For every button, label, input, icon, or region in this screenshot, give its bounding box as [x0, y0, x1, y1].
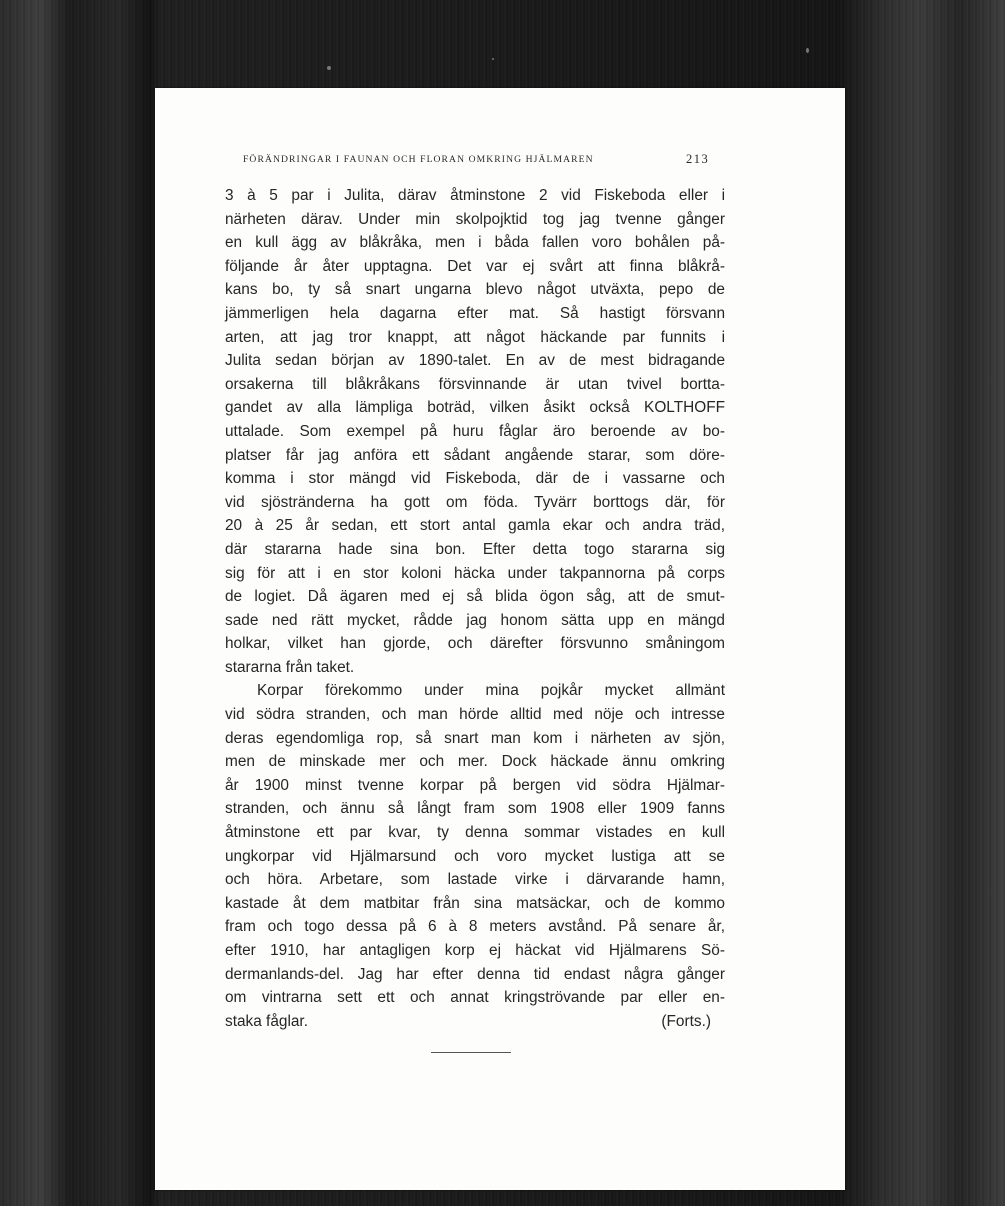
text-line: och höra. Arbetare, som lastade virke i därvarande hamn, — [225, 871, 725, 889]
text-line: åtminstone ett par kvar, ty denna sommar vistades en kull — [225, 824, 725, 842]
text-line: jämmerligen hela dagarna efter mat. Så hastigt försvann — [225, 304, 725, 322]
text-line: gandet av alla lämpliga boträd, vilken åsikt också KOLTHOFF — [225, 399, 725, 417]
continued-note: (Forts.) — [661, 1012, 711, 1030]
text-line: där stararna hade sina bon. Efter detta togo stararna sig — [225, 540, 725, 558]
text-line: ungkorpar vid Hjälmarsund och voro mycket lustiga att se — [225, 847, 725, 865]
text-line: sig för att i en stor koloni häcka under takpannorna på corps — [225, 564, 725, 582]
text-line: men de minskade mer och mer. Dock häckade ännu omkring — [225, 753, 725, 771]
text-line: stararna från taket. — [225, 658, 355, 676]
text-line: år 1900 minst tvenne korpar på bergen vid södra Hjälmar- — [225, 776, 725, 794]
paragraph-start-line: Korpar förekommo under mina pojkår mycket allmänt — [257, 682, 725, 700]
text-line: arten, att jag tror knappt, att något häckande par funnits i — [225, 328, 725, 346]
text-line: de logiet. Då ägaren med ej så blida ögon såg, att de smut- — [225, 588, 725, 606]
text-line: staka fåglar. — [225, 1012, 308, 1030]
text-line: kastade åt dem matbitar från sina matsäckar, och de kommo — [225, 894, 725, 912]
dust-speck — [327, 66, 331, 70]
dust-speck — [492, 58, 494, 60]
text-line: om vintrarna sett ett och annat kringströvande par eller en- — [225, 989, 725, 1007]
text-line: närheten därav. Under min skolpojktid tog jag tvenne gånger — [225, 210, 725, 228]
text-line: deras egendomliga rop, så snart man kom i närheten av sjön, — [225, 729, 725, 747]
dust-speck — [806, 48, 809, 53]
final-line — [225, 1010, 725, 1034]
text-line: vid sjöstränderna ha gott om föda. Tyvärr borttogs där, för — [225, 493, 725, 511]
text-line: orsakerna till blåkråkans försvinnande är utan tvivel bortta- — [225, 375, 725, 393]
book-page — [155, 88, 845, 1190]
text-line: 20 à 25 år sedan, ett stort antal gamla ekar och andra träd, — [225, 517, 725, 535]
text-line: platser får jag anföra ett sådant angående starar, som döre- — [225, 446, 725, 464]
text-line: dermanlands-del. Jag har efter denna tid endast några gånger — [225, 965, 725, 983]
text-line: stranden, och ännu så långt fram som 1908 eller 1909 fanns — [225, 800, 725, 818]
text-line: komma i stor mängd vid Fiskeboda, där de i vassarne och — [225, 470, 725, 488]
text-line: en kull ägg av blåkråka, men i båda fallen voro bohålen på- — [225, 234, 725, 252]
text-line: fram och togo dessa på 6 à 8 meters avstånd. På senare år, — [225, 918, 725, 936]
text-line: Julita sedan början av 1890-talet. En av de mest bidragande — [225, 352, 725, 370]
text-line: följande år åter upptagna. Det var ej svårt att finna blåkrå- — [225, 257, 725, 275]
body-text — [225, 184, 725, 1033]
text-line: holkar, vilket han gjorde, och därefter försvunno småningom — [225, 635, 725, 653]
text-line: sade ned rätt mycket, rådde jag honom sätta upp en mängd — [225, 611, 725, 629]
text-line: kans bo, ty så snart ungarna blevo något utväxta, pepo de — [225, 281, 725, 299]
text-line: vid södra stranden, och man hörde alltid med nöje och intresse — [225, 706, 725, 724]
text-line: uttalade. Som exempel på huru fåglar äro beroende av bo- — [225, 422, 725, 440]
text-line: efter 1910, har antagligen korp ej häckat vid Hjälmarens Sö- — [225, 942, 725, 959]
running-head: FÖRÄNDRINGAR I FAUNAN OCH FLORAN OMKRING HJÄLMAREN — [243, 154, 594, 165]
page-number: 213 — [686, 152, 710, 166]
end-rule — [431, 1052, 511, 1053]
text-line: 3 à 5 par i Julita, därav åtminstone 2 vid Fiskeboda eller i — [225, 187, 725, 204]
